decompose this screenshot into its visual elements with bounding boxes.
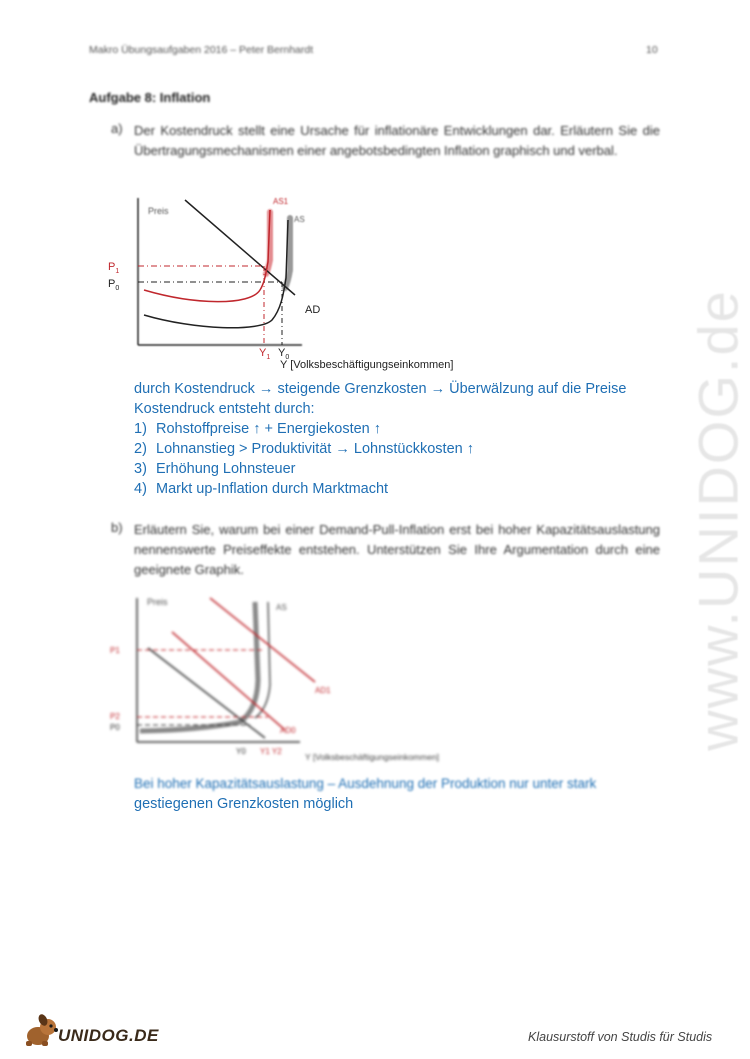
footer-slogan: Klausurstoff von Studis für Studis <box>528 1030 713 1044</box>
graph-a-p1-label: $P_1$ <box>108 261 120 275</box>
graph-b-p0-label: P0 <box>110 723 120 732</box>
page-number: 10 <box>646 44 658 56</box>
graph-a-p0-label: $P_0$ <box>108 278 120 292</box>
watermark: www.UNIDOG.de <box>686 289 750 751</box>
part-a-marker: a) <box>111 121 123 136</box>
answer-a-intro: durch Kostendruck → steigende Grenzkosten → Überwälzung auf die Preise <box>134 381 627 397</box>
list-item: 3) Erhöhung Lohnsteuer <box>134 461 296 477</box>
graph-b-ad1-label: AD1 <box>315 686 331 695</box>
graph-a-x-label: Y [Volksbeschäftigungseinkommen] <box>280 359 454 371</box>
graph-b-y12-label: Y1 Y2 <box>260 747 282 756</box>
graph-a-y-label: Preis <box>148 206 169 216</box>
graph-a-as1-curve <box>144 210 270 302</box>
graph-a-y1-label: $Y_1$ <box>259 347 271 361</box>
graph-b-p1-label: P1 <box>110 646 120 655</box>
answer-a-intro2: Kostendruck entsteht durch: <box>134 401 315 417</box>
part-b-question: Erläutern Sie, warum bei einer Demand-Pull-Inflation erst bei hoher Kapazitätsauslastung nennenswerte Preiseffekte entstehen. Unterstützen Sie Ihre Argumentation durch eine geeignete Graphik. <box>134 522 660 577</box>
graph-b-y-label: Preis <box>147 597 168 607</box>
graph-b-ad0-label: AD0 <box>280 726 296 735</box>
logo-text: UNIDOG.DE <box>58 1026 159 1045</box>
graph-b-as-label: AS <box>276 603 287 612</box>
graph-a-as1-label: AS1 <box>273 197 289 206</box>
graph-b <box>100 590 520 765</box>
part-b-marker: b) <box>111 520 123 535</box>
list-item: 4) Markt up-Inflation durch Marktmacht <box>134 481 389 497</box>
part-a-question: Der Kostendruck stellt eine Ursache für inflationäre Entwicklungen dar. Erläutern Sie die Übertragungsmechanismen einer angebotsbedingten Inflation graphisch und verbal. <box>134 123 660 158</box>
graph-b-x-label: Y [Volksbeschäftigungseinkommen] <box>305 752 440 762</box>
graph-a-ad-label: AD <box>305 304 321 316</box>
section-title: Aufgabe 8: Inflation <box>89 90 211 105</box>
running-header: Makro Übungsaufgaben 2016 – Peter Bernhardt <box>89 44 314 56</box>
graph-a-as-label: AS <box>294 215 305 224</box>
list-item: 1) Rohstoffpreise ↑ + Energiekosten ↑ <box>134 421 382 437</box>
graph-a <box>100 190 500 375</box>
answer-b-line2: gestiegenen Grenzkosten möglich <box>134 796 354 812</box>
graph-b-ad1-curve <box>210 598 315 682</box>
dog-logo-icon <box>22 1014 62 1048</box>
answer-b-line1: Bei hoher Kapazitätsauslastung – Ausdehnung der Produktion nur unter stark <box>134 776 597 791</box>
graph-b-p2-label: P2 <box>110 712 120 721</box>
graph-a-ad-curve <box>185 200 295 295</box>
graph-b-y0-label: Y0 <box>236 747 246 756</box>
list-item: 2) Lohnanstieg > Produktivität → Lohnstückkosten ↑ <box>134 441 474 457</box>
graph-a-y0-label: $Y_0$ <box>278 347 290 361</box>
